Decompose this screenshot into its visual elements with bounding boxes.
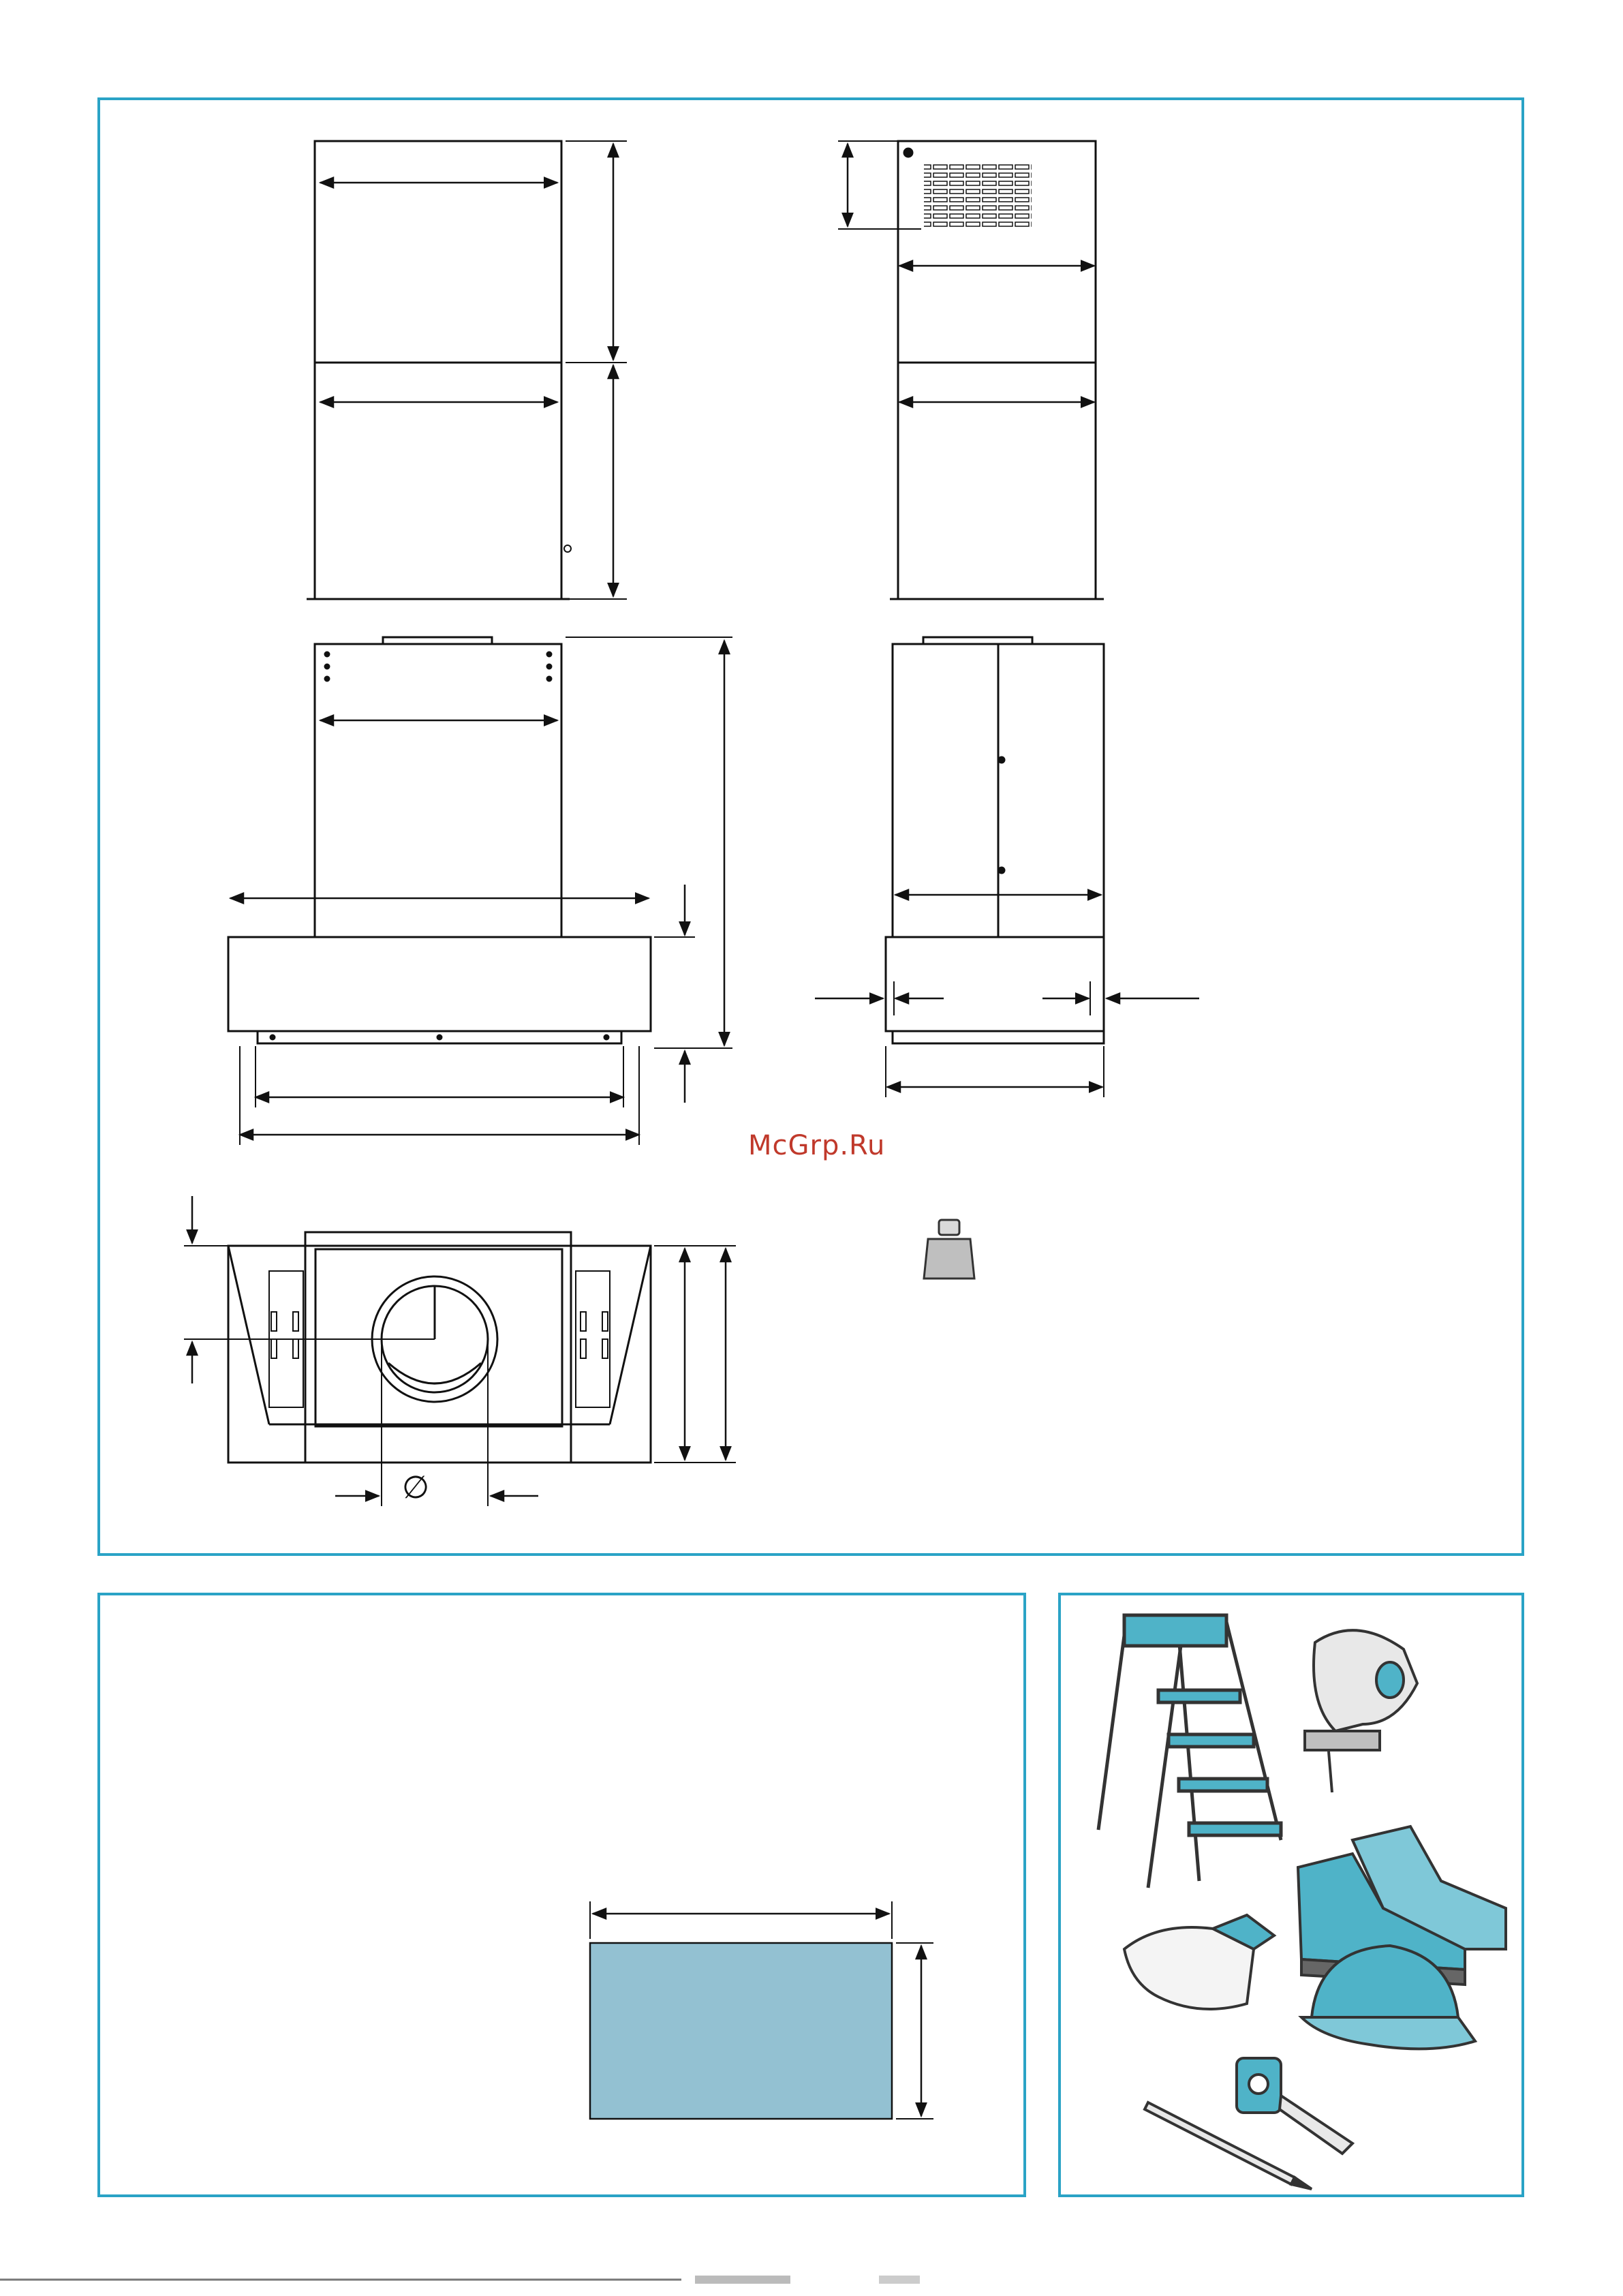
front-hood-view [228, 637, 732, 1145]
front-chimney-view [307, 141, 627, 599]
side-chimney-view [838, 141, 1104, 599]
jigsaw-icon [1305, 1630, 1417, 1792]
ladder-icon [1098, 1615, 1281, 1888]
side-hood-view [815, 637, 1199, 1097]
tape-measure-icon [1237, 2058, 1352, 2154]
diameter-symbol: ∅ [402, 1469, 430, 1505]
weight-icon [924, 1220, 974, 1279]
top-view [184, 1196, 736, 1506]
footer-strip [0, 2276, 920, 2284]
dimensions-frame [99, 99, 1523, 1555]
gloves-icon [1124, 1915, 1274, 2009]
ceiling-cutout-panel [590, 1901, 933, 2119]
watermark: McGrp.Ru [748, 1130, 886, 1161]
